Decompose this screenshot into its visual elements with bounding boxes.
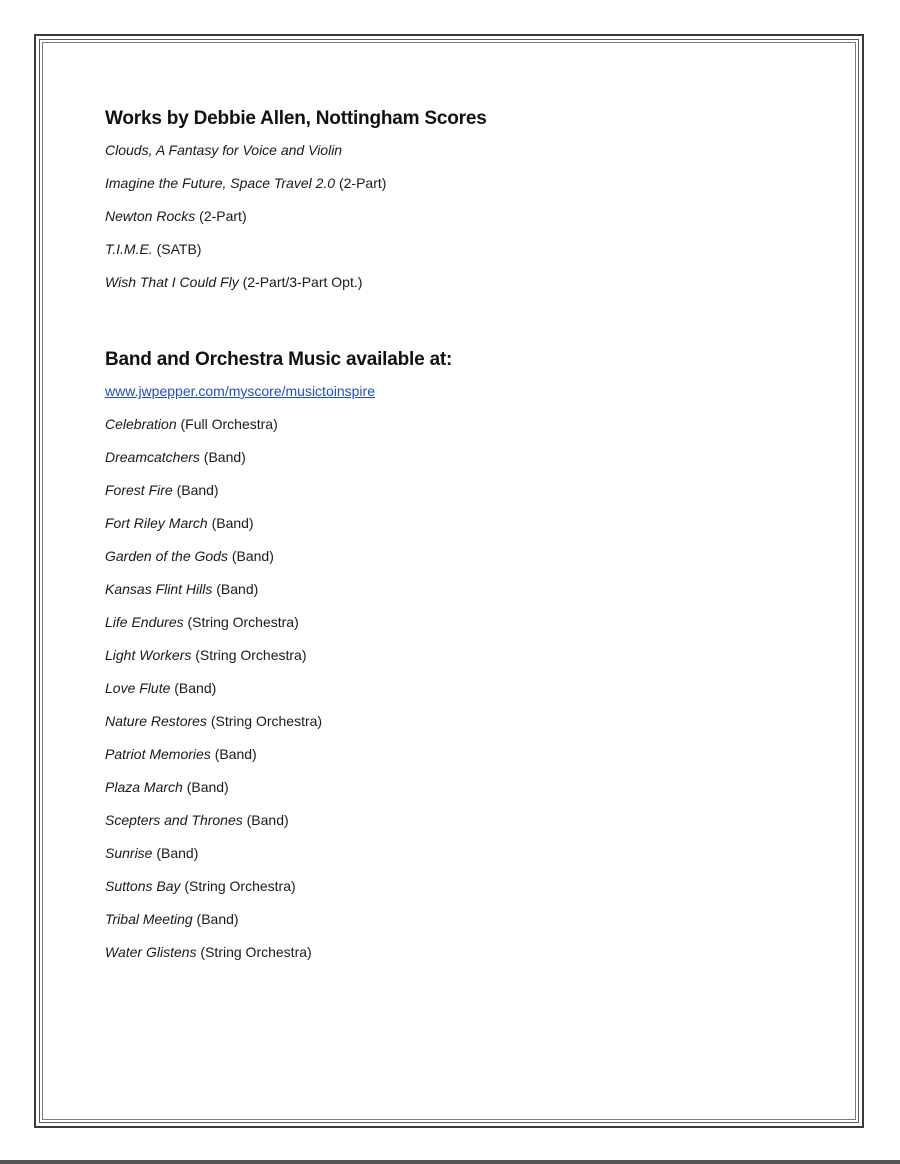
list-item: [105, 167, 825, 200]
work-title: Suttons Bay: [105, 878, 181, 894]
work-title: Life Endures: [105, 614, 184, 630]
band-orchestra-list: [105, 408, 825, 969]
list-item: [105, 408, 825, 441]
list-item: [105, 672, 825, 705]
work-instrumentation: (Band): [192, 911, 239, 927]
section-title-band-orchestra: Band and Orchestra Music available at:: [105, 349, 453, 370]
works-list: [105, 134, 825, 299]
work-instrumentation: (2-Part): [335, 175, 387, 191]
work-instrumentation: (Band): [152, 845, 199, 861]
bottom-edge: [0, 1160, 900, 1164]
work-title: Kansas Flint Hills: [105, 581, 213, 597]
list-item: [105, 936, 825, 969]
work-instrumentation: (Band): [182, 779, 229, 795]
work-instrumentation: (String Orchestra): [191, 647, 307, 663]
work-instrumentation: (Band): [212, 581, 259, 597]
work-title: Imagine the Future, Space Travel 2.0: [105, 175, 336, 191]
work-title: Wish That I Could Fly: [105, 274, 239, 290]
list-item: [105, 507, 825, 540]
list-item: [105, 705, 825, 738]
work-title: Fort Riley March: [105, 515, 208, 531]
work-title: Patriot Memories: [105, 746, 211, 762]
list-item: [105, 441, 825, 474]
work-title: Nature Restores: [105, 713, 207, 729]
list-item: [105, 200, 825, 233]
work-title: Garden of the Gods: [105, 548, 228, 564]
work-instrumentation: (Band): [242, 812, 289, 828]
list-item: [105, 870, 825, 903]
work-title: Love Flute: [105, 680, 171, 696]
list-item: [105, 903, 825, 936]
work-title: Sunrise: [105, 845, 153, 861]
jwpepper-link[interactable]: www.jwpepper.com/myscore/musictoinspire: [105, 383, 375, 399]
list-item: [105, 804, 825, 837]
section-title-works: Works by Debbie Allen, Nottingham Scores: [105, 108, 487, 129]
work-instrumentation: (String Orchestra): [196, 944, 312, 960]
work-instrumentation: (2-Part): [195, 208, 247, 224]
list-item: [105, 771, 825, 804]
list-item: [105, 266, 825, 299]
work-instrumentation: (Band): [170, 680, 217, 696]
work-title: Plaza March: [105, 779, 183, 795]
work-title: T.I.M.E.: [105, 241, 153, 257]
list-item: [105, 134, 825, 167]
work-instrumentation: (SATB): [152, 241, 202, 257]
work-title: Newton Rocks: [105, 208, 196, 224]
work-instrumentation: (Full Orchestra): [176, 416, 278, 432]
work-title: Forest Fire: [105, 482, 173, 498]
list-item: [105, 233, 825, 266]
work-instrumentation: (Band): [227, 548, 274, 564]
work-title: Water Glistens: [105, 944, 197, 960]
work-instrumentation: (String Orchestra): [183, 614, 299, 630]
work-title: Dreamcatchers: [105, 449, 200, 465]
work-title: Celebration: [105, 416, 177, 432]
list-item: [105, 474, 825, 507]
work-instrumentation: (String Orchestra): [180, 878, 296, 894]
work-instrumentation: (String Orchestra): [206, 713, 323, 729]
work-title: Scepters and Thrones: [105, 812, 243, 828]
work-instrumentation: (Band): [199, 449, 246, 465]
document-content: [105, 104, 825, 969]
work-instrumentation: (Band): [207, 515, 254, 531]
work-title: Light Workers: [105, 647, 192, 663]
work-instrumentation: (Band): [210, 746, 257, 762]
work-instrumentation: (Band): [172, 482, 219, 498]
list-item: [105, 573, 825, 606]
work-title: Tribal Meeting: [105, 911, 193, 927]
list-item: [105, 540, 825, 573]
list-item: [105, 837, 825, 870]
work-title: Clouds, A Fantasy for Voice and Violin: [105, 142, 343, 158]
list-item: [105, 738, 825, 771]
list-item: [105, 639, 825, 672]
work-instrumentation: (2-Part/3-Part Opt.): [238, 274, 363, 290]
list-item: [105, 606, 825, 639]
